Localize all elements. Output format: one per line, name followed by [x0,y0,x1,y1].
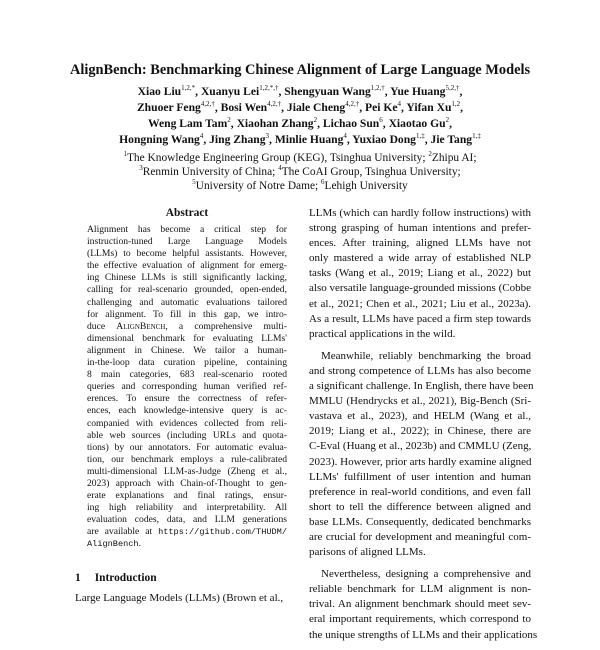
abstract-line: evaluation codes, data, and LLM generations [87,514,287,526]
author: Zhuoer Feng [136,101,201,114]
abstract-line: duce AlignBench, a comprehensive multi- [87,320,287,332]
affiliation-number: 5 [192,178,196,187]
paragraph [309,206,531,342]
author-affiliation-marker: 1,‡ [472,132,481,141]
abstract-heading: Abstract [165,207,209,219]
author: Hongning Wang [119,133,200,146]
affiliation-line [0,151,600,165]
abstract-line: in-the-loop data curation pipeline, containing [87,357,287,369]
text-line: 2023). However, prior arts hardly examine aligned [309,455,532,468]
affiliation-line [0,179,600,193]
text-line: parisons of aligned LLMs. [309,546,426,559]
author-affiliation-marker: 4 [343,132,347,141]
abstract-line: ing Chinese LLMs is still significantly lacking, [87,272,287,284]
text-line: the unique strengths of LLMs and their applications [309,628,538,641]
author-line: Hongning Wang$^4$, Jing Zhang$^3$, Minlie Huang$^4$, Yuxiao Dong$^{1,\ddagger}$, Jie Tang$^{1,\ddagger}$ [119,132,481,146]
text-line: a significant challenge. In English, there have been [309,380,534,393]
affiliation-line [0,165,600,179]
abstract-line: erate explanations and final ratings, ensur- [87,490,287,502]
affiliation: Zhipu AI; [431,152,477,164]
abstract-line: companied with evidences collected from reli- [87,417,287,429]
text-line: strong grasping of human intentions and prefer- [309,222,531,235]
affiliation-number: 4 [278,164,282,173]
text-line: tasks (Wang et al., 2019; Liang et al., 2022) but [309,267,531,280]
abstract-line: 2023) approach with Chain-of-Thought to gen- [87,477,287,489]
text-line: only mastered a wide array of established NLP [309,252,531,265]
author: Xiao Liu [137,85,182,98]
text-line: eral important requirements, which correspond to [309,613,531,626]
abstract-line: multi-dimensional LLM-as-Judge (Zheng et al., [87,465,287,477]
text-line: LLMs' fulfillment of user intention and human [309,470,531,483]
author: Minlie Huang [274,133,344,146]
abstract-line: are available at https://github.com/THUDM/ [87,526,287,538]
text-line: reliable benchmark for LLM alignment is non- [309,583,531,596]
section-number: 1 [75,572,81,584]
author-affiliation-marker: 2 [445,116,450,125]
abstract-line: challenging and automatic evaluations tailored [87,296,287,308]
author-affiliation-marker: 1,2 [451,100,461,109]
affiliation: The CoAI Group, Tsinghua University; [281,166,461,179]
text-line: practical applications in the wild. [309,327,456,340]
text-line: also versatile language-grounded missions (Cobbe [309,282,531,295]
affiliation: Renmin University of China; [142,166,279,179]
text-line: trival. An alignment benchmark should meet sev- [309,598,531,611]
text-line: Meanwhile, reliably benchmarking the broad [321,349,531,362]
section-heading-introduction [75,572,157,584]
abstract-line: 8 main categories, 683 real-scenario rooted [87,369,287,381]
author: Bosi Wen [220,101,268,114]
abstract-line: ences, each knowledge-intensive query is ac- [87,405,287,417]
author: Weng Lam Tam [148,117,228,130]
text-line: base LLMs. Consequently, dedicated benchmarks [309,515,531,528]
right-column-text [309,206,538,650]
author: Xiaotao Gu [388,117,446,130]
author-affiliation-marker: 4,2,† [345,100,360,109]
author: Yue Huang [390,85,446,98]
affiliation: University of Notre Dame; [195,180,322,193]
abstract-line: AlignBench. [87,538,141,550]
author-affiliation-marker: 2 [313,116,318,125]
abstract-line: calling for real-scenario grounded, open-ended, [87,284,287,296]
affiliation-list [0,151,600,194]
author-affiliation-marker: 6 [379,116,383,125]
abstract-line: able web sources (including URLs and quota- [87,429,287,441]
author-affiliation-marker: 4 [199,132,204,141]
text-line: ences. After training, aligned LLMs have not [309,237,531,250]
text-line: vastava et al., 2023), and HELM (Wang et al., [309,410,531,423]
author-affiliation-marker: 1,‡ [415,132,425,141]
abstract-line: the effective evaluation of alignment for emerg- [87,260,287,272]
text-line: short to tell the difference between aligned and [309,500,531,513]
abstract-body [87,224,287,551]
paragraph [309,349,534,560]
author: Jie Tang [430,133,473,146]
author: Yifan Xu [406,101,452,114]
author-affiliation-marker: 4,2,† [267,100,282,109]
abstract-line: tions) by our annotators. For automatic evalua- [87,441,287,453]
author: Yuxiao Dong [352,133,416,146]
abstract-line: instruction-tuned Large Language Models [87,236,287,248]
author-list [0,84,600,148]
author-affiliation-marker: 5,2,† [445,84,460,93]
affiliation: Lehigh University [324,180,408,193]
author-affiliation-marker: 1,2,† [370,84,385,93]
author: Shengyuan Wang [284,85,371,98]
affiliation-number: 1 [123,150,127,159]
author-affiliation-marker: 1,2,*,† [259,84,279,93]
author: Xiaohan Zhang [236,117,314,130]
text-line: Nevertheless, designing a comprehensive and [321,568,531,581]
abstract-line: tion, our benchmark employs a rule-calibrated [87,453,287,465]
abstract-line: dimensional benchmark for evaluating LLMs' [87,332,287,344]
author: Lichao Sun [322,117,380,130]
author-affiliation-marker: 4,2,† [200,100,215,109]
author-line: Xiao Liu$^{1,2,*}$, Xuanyu Lei$^{1,2,*,\dagger}$, Shengyuan Wang$^{1,2,\dagger}$, Yue Huang$^{5,2,\dagger}$, [137,84,463,98]
text-line: 2019; Liang et al., 2022); in Chinese, there are [309,425,531,438]
abstract-line: queries and corresponding human verified ref- [87,381,287,393]
author: Jiale Cheng [286,101,346,114]
abstract-line: (LLMs) to become helpful assistants. However, [87,248,287,260]
text-line: and strong competence of LLMs has also become [309,364,531,377]
author-affiliation-marker: 1,2,* [181,84,196,93]
abstract-line: for alignment. To fill in this gap, we intro- [87,308,287,320]
author-affiliation-marker: 2 [227,116,231,125]
author: Pei Ke [365,101,398,114]
paper-title: AlignBench: Benchmarking Chinese Alignment of Large Language Models [69,62,531,78]
author-line: Weng Lam Tam$^2$, Xiaohan Zhang$^2$, Lichao Sun$^6$, Xiaotao Gu$^2$, [148,116,452,130]
text-line: As a result, LLMs have paced a firm step towards [309,312,531,325]
abstract-line: Alignment has become a critical step for [87,224,287,235]
section-title: Introduction [94,572,157,584]
text-line: LLMs (which can hardly follow instructions) with [309,207,531,219]
author: Jing Zhang [209,133,266,146]
introduction-first-line: Large Language Models (LLMs) (Brown et al., [75,592,284,604]
author: Xuanyu Lei [200,85,260,98]
text-line: C-Eval (Huang et al., 2023b) and CMMLU (Zeng, [309,440,532,453]
affiliation-number: 3 [139,164,143,173]
paragraph [309,567,538,642]
author-line: Zhuoer Feng$^{4,2,\dagger}$, Bosi Wen$^{4,2,\dagger}$, Jiale Cheng$^{4,2,\dagger}$, Pei Ke$^4$, Yifan Xu$^{1,2}$, [136,100,464,114]
text-line: et al., 2021; Chen et al., 2021; Liu et al., 2023a). [309,297,531,310]
abstract-line: ing high reliability and interpretability. All [87,502,287,514]
text-line: MMLU (Hendrycks et al., 2021), Big-Bench (Sri- [309,395,531,408]
abstract-line: alignment in Chinese. We tailor a human- [87,344,287,356]
affiliation: The Knowledge Engineering Group (KEG), Tsinghua University; [126,152,429,164]
affiliation-number: 2 [428,150,432,159]
text-line: are crucial for development and meaningful com- [309,530,531,543]
text-line: preference in real-world conditions, and even fall [309,485,531,498]
author-affiliation-marker: 3 [265,132,270,141]
abstract-line: erences. To ensure the correctness of refer- [87,393,287,405]
author-affiliation-marker: 4 [397,100,402,109]
affiliation-number: 6 [321,178,325,187]
